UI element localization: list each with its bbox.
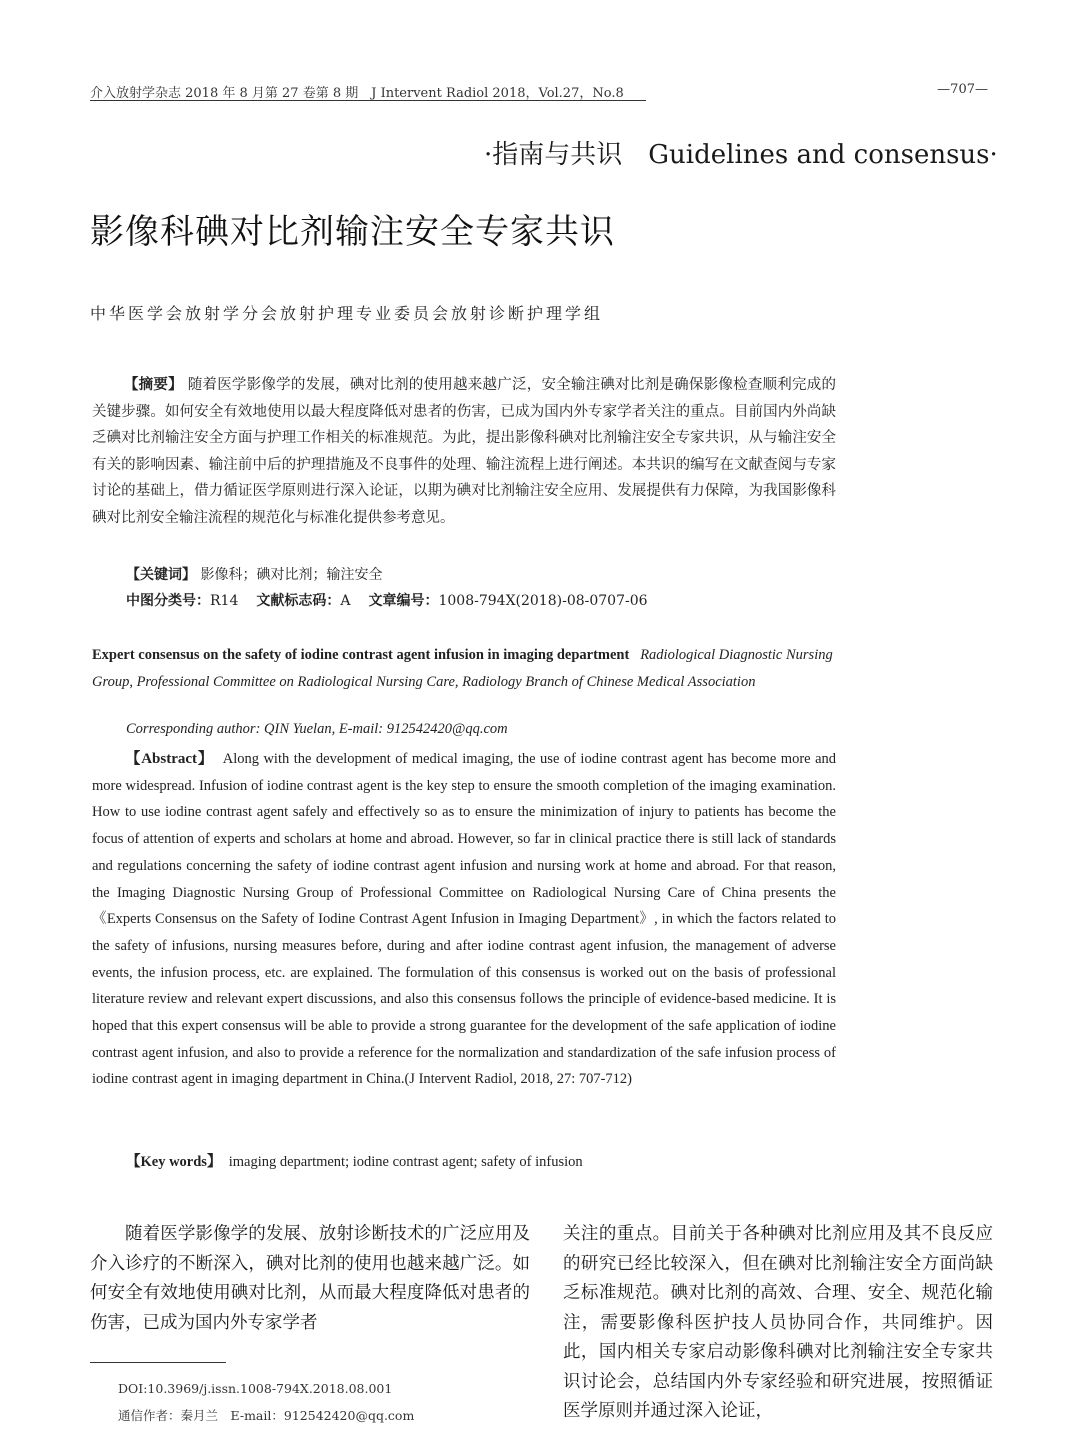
doi: DOI:10.3969/j.issn.1008-794X.2018.08.001 [118,1381,393,1396]
header-rule [90,100,646,101]
doc-code-value: A [340,593,351,609]
keywords-en [126,1150,583,1171]
page-number: —707— [937,82,988,97]
abstract-cn-text: 随着医学影像学的发展，碘对比剂的使用越来越广泛，安全输注碘对比剂是确保影像检查顺利完成的关键步骤。如何安全有效地使用以最大程度降低对患者的伤害，已成为国内外专家学者关注的重点。目前国内外尚缺乏碘对比剂输注安全方面与护理工作相关的标准规范。为此，提出影像科碘对比剂输注安全专家共识，从与输注安全有关的影响因素、输注前中后的护理措施及不良事件的处理、输注流程上进行阐述。本共识的编写在文献查阅与专家讨论的基础上，借力循证医学原则进行深入论证，以期为碘对比剂输注安全应用、发展提供有力保障，为我国影像科碘对比剂安全输注流程的规范化与标准化提供参考意见。 [92,377,837,526]
english-affiliation: Radiological Diagnostic Nursing Group, Professional Committee on Radiological Nursing Care, Radiology Branch of Chinese Medical Association [92,647,833,690]
corresponding-author-en: Corresponding author: QIN Yuelan, E-mail: 912542420@qq.com [126,721,508,737]
abstract-cn-label: 【摘要】 [123,377,183,393]
keywords-cn [126,564,382,584]
body-column-right: 关注的重点。目前关于各种碘对比剂应用及其不良反应的研究已经比较深入，但在碘对比剂输注安全方面尚缺乏标准规范。碘对比剂的高效、合理、安全、规范化输注，需要影像科医护技人员协同合作，共同维护。因此，国内相关专家启动影像科碘对比剂输注安全专家共识讨论会，总结国内外专家经验和研究进展，按照循证医学原则并通过深入论证， [563,1224,993,1421]
article-number-label: 文章编号： [368,593,439,609]
keywords-cn-text: 影像科；碘对比剂；输注安全 [200,567,383,583]
clc-value: R14 [210,593,239,609]
doc-code-label: 文献标志码： [256,593,341,609]
classification-line [126,590,648,610]
clc-label: 中图分类号： [126,593,210,609]
corresponding-author-cn: 通信作者：秦月兰 E-mail：912542420@qq.com [118,1408,415,1423]
paper-title: 影像科碘对比剂输注安全专家共识 [90,212,615,252]
section-label: ·指南与共识 Guidelines and consensus· [484,140,998,170]
keywords-en-text: imaging department; iodine contrast agent; safety of infusion [228,1154,583,1170]
abstract-cn [92,372,836,531]
journal-header: 介入放射学杂志 2018 年 8 月第 27 卷第 8 期 J Intervent Radiol 2018，Vol.27，No.8 [90,86,624,101]
english-title-block [92,642,836,695]
abstract-en-label: 【Abstract】 [125,751,214,767]
footnote-rule [90,1362,226,1363]
keywords-en-label: 【Key words】 [126,1154,222,1170]
abstract-en-text: Along with the development of medical imaging, the use of iodine contrast agent has become more and more widespread. Infusion of iodine contrast agent is the key step to ensure the smooth completion of the imaging examination. How to use iodine contrast agent safely and effectively so as to ensure the minimization of injury to patients has become the focus of attention of experts and scholars at home and abroad. However, so far in clinical practice there is still lack of standards and regulations concerning the safety of iodine contrast agent infusion and nursing work at home and abroad. For that reason, the Imaging Diagnostic Nursing Group of Professional Committee on Radiological Nursing Care of China presents the《Experts Consensus on the Safety of Iodine Contrast Agent Infusion in Imaging Department》, in which the factors related to the safety of infusions, nursing measures before, during and after iodine contrast agent infusion, the management of adverse events, the infusion process, etc. are explained. The formulation of this consensus is worked out on the basis of professional literature review and relevant expert discussions, and also this consensus follows the principle of evidence-based medicine. It is hoped that this expert consensus will be able to provide a strong guarantee for the development of the safe application of iodine contrast agent infusion, and also to provide a reference for the normalization and standardization of the safe infusion process of iodine contrast agent in imaging department in China.(J Intervent Radiol, 2018, 27: 707-712) [92,751,837,1088]
keywords-cn-label: 【关键词】 [126,567,196,583]
article-number-value: 1008-794X(2018)-08-0707-06 [438,593,648,609]
english-title: Expert consensus on the safety of iodine contrast agent infusion in imaging department [92,647,630,663]
abstract-en [92,746,836,1093]
authors: 中华医学会放射学分会放射护理专业委员会放射诊断护理学组 [90,304,604,323]
body-column-left: 随着医学影像学的发展、放射诊断技术的广泛应用及介入诊疗的不断深入，碘对比剂的使用也越来越广泛。如何安全有效地使用碘对比剂，从而最大程度降低对患者的伤害，已成为国内外专家学者 [90,1224,530,1333]
